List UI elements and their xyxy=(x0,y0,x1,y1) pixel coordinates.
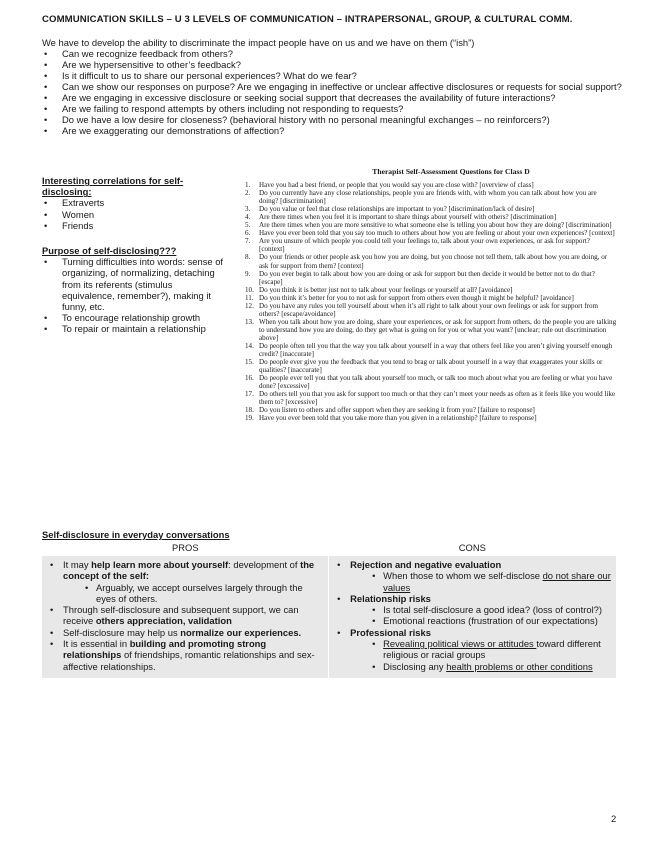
cons-list xyxy=(333,559,612,672)
question-text: Are there times when you are more sensitive to what someone else is telling you about how they are doing? [discrimination] xyxy=(259,221,612,230)
page-number: 2 xyxy=(611,813,617,824)
question-text: Have you ever been told that you say too much to others about how you are feeling or about your own experiences? [context] xyxy=(259,229,615,238)
cons-header: CONS xyxy=(329,541,616,556)
question-text: Do you ever begin to talk about how you are doing or ask for support but then decide it would be better not to do that? [escape] xyxy=(259,269,595,286)
list-item: • To repair or maintain a relationship xyxy=(42,323,227,334)
intro-section xyxy=(42,37,622,136)
question-text: Have you had a best friend, or people that you would say you are close with? [overview of class] xyxy=(259,181,534,190)
cons-cell xyxy=(329,556,616,678)
question-number: 1. xyxy=(245,181,251,190)
list-item: • Can we recognize feedback from others? xyxy=(42,48,622,59)
question-number: 18. xyxy=(245,406,254,415)
pros-list xyxy=(46,559,324,672)
question-item xyxy=(245,358,617,374)
question-item xyxy=(245,414,617,422)
question-text: Do your friends or other people ask you how you are doing, but you choose not tell them, talk about how you are doing, or ask for support from them? [context] xyxy=(259,253,608,270)
cons-sub-list xyxy=(350,604,612,627)
list-item: • Are we hypersensitive to other’s feedback? xyxy=(42,59,622,70)
question-item xyxy=(245,253,617,269)
list-item: • Disclosing any health problems or other conditions xyxy=(368,661,612,672)
question-item xyxy=(245,286,617,294)
question-item xyxy=(245,237,617,253)
list-item: • Rejection and negative evaluation • When those to whom we self-disclose do not share our values xyxy=(333,559,612,593)
correlations-list xyxy=(42,197,227,231)
question-number: 7. xyxy=(245,237,251,246)
pros-cons-table xyxy=(42,541,616,678)
question-number: 15. xyxy=(245,358,254,367)
question-item xyxy=(245,318,617,342)
question-number: 12. xyxy=(245,301,254,310)
question-number: 3. xyxy=(245,205,251,214)
question-number: 17. xyxy=(245,390,254,399)
purpose-list xyxy=(42,256,227,334)
page-title: COMMUNICATION SKILLS – U 3 LEVELS OF COMMUNICATION – INTRAPERSONAL, GROUP, & CULTURAL COMM. xyxy=(42,14,573,25)
list-item: • It is essential in building and promoting strong relationships of friendships, romantic relationships and sex-affective relationships. xyxy=(46,638,324,672)
left-column xyxy=(42,175,227,335)
list-item: • Extraverts xyxy=(42,197,227,208)
list-item: • Are we engaging in excessive disclosure or seeking social support that decreases the availability of future interactions? xyxy=(42,92,622,103)
question-text: Do people ever tell you that you talk about yourself too much, or talk too much about what you are feeling or what you have done? [excessive] xyxy=(259,374,613,391)
question-text: Do people ever give you the feedback that you tend to brag or talk about yourself in a way that exaggerates your skills or qualities? [inaccurate] xyxy=(259,358,603,375)
question-text: Do people often tell you that the way you talk about yourself in a way that others feel like you aren’t giving yourself enough credit? [inaccurate] xyxy=(259,341,613,359)
question-item xyxy=(245,229,617,237)
question-text: Do you have any rules you tell yourself about when it’s all right to talk about your own feelings or ask for support from others? [escape/avoidance] xyxy=(259,301,599,318)
question-number: 8. xyxy=(245,253,251,262)
question-number: 2. xyxy=(245,189,251,198)
list-item: • Are we failing to respond attempts by others including not responding to requests? xyxy=(42,103,622,114)
question-item xyxy=(245,294,617,302)
question-item xyxy=(245,213,617,221)
question-item xyxy=(245,406,617,414)
list-item: • Friends xyxy=(42,220,227,231)
list-item: • It may help learn more about yourself: development of the concept of the self: • Arguably, we accept ourselves largely through the eyes of others. xyxy=(46,559,324,604)
question-number: 11. xyxy=(245,293,254,302)
question-number: 10. xyxy=(245,285,254,294)
therapist-title: Therapist Self-Assessment Questions for Class D xyxy=(372,167,530,176)
list-item: • Are we exaggerating our demonstrations of affection? xyxy=(42,125,622,136)
question-number: 4. xyxy=(245,213,251,222)
question-item xyxy=(245,181,617,189)
question-item xyxy=(245,221,617,229)
question-item xyxy=(245,302,617,318)
question-number: 16. xyxy=(245,374,254,383)
list-item: • Is total self-disclosure a good idea? (loss of control?) xyxy=(368,604,612,615)
question-number: 14. xyxy=(245,341,254,350)
list-item: • Through self-disclosure and subsequent support, we can receive others appreciation, validation xyxy=(46,604,324,627)
list-item: • Self-disclosure may help us normalize our experiences. xyxy=(46,627,324,638)
question-text: Have you ever been told that you take more than you given in a relationship? [failure to response] xyxy=(259,414,537,423)
list-item: • Is it difficult to us to share our personal experiences? What do we fear? xyxy=(42,70,622,81)
list-item: • Arguably, we accept ourselves largely through the eyes of others. xyxy=(81,582,324,605)
list-item: • To encourage relationship growth xyxy=(42,312,227,323)
question-item xyxy=(245,205,617,213)
pros-sub-list xyxy=(63,582,324,605)
pros-cell xyxy=(42,556,329,678)
intro-question-list xyxy=(42,48,622,136)
list-item: • Can we show our responses on purpose? Are we engaging in ineffective or unclear affective disclosures or requests for social support? xyxy=(42,81,622,92)
question-item xyxy=(245,390,617,406)
list-item: • Do we have a low desire for closeness? (behavioral history with no personal meaningful exchanges – no reinforcers?) xyxy=(42,114,622,125)
question-text: Do you currently have any close relationships, people you are friends with, with whom you can talk about how you are doing? [discrimination] xyxy=(259,189,597,206)
list-item: • Women xyxy=(42,209,227,220)
question-text: Do you think it is better just not to talk about your feelings or yourself at all? [avoidance] xyxy=(259,285,513,294)
question-number: 13. xyxy=(245,317,254,326)
cons-sub-list xyxy=(350,570,612,593)
list-item: • Emotional reactions (frustration of our expectations) xyxy=(368,615,612,626)
list-item: • Relationship risks • Is total self-disclosure a good idea? (loss of control?) • Emotional reactions (frustration of our expectations) xyxy=(333,593,612,627)
purpose-heading: Purpose of self-disclosing??? xyxy=(42,245,177,257)
question-item xyxy=(245,270,617,286)
question-text: Do others tell you that you ask for support too much or that they can’t meet your needs as often as it feels like you would like them to? [excessive] xyxy=(259,390,616,407)
question-item xyxy=(245,342,617,358)
list-item: • Turning difficulties into words: sense of organizing, of normalizing, detaching from its referents (stimulus equivalence, remember?), making it funny, etc. xyxy=(42,256,227,312)
question-number: 5. xyxy=(245,221,251,230)
question-item xyxy=(245,374,617,390)
question-text: Are you unsure of which people you could tell your feelings to, talk about your own experiences, or ask for support? [context] xyxy=(259,237,590,254)
question-text: Do you listen to others and offer support when they are seeking it from you? [failure to response] xyxy=(259,406,535,415)
therapist-question-list xyxy=(245,181,617,422)
question-text: Do you think it’s better for you to not ask for support from others even though it might be helpful? [avoidance] xyxy=(259,293,574,302)
therapist-questions-panel xyxy=(245,168,617,422)
question-number: 19. xyxy=(245,414,254,423)
question-text: When you talk about how you are doing, share your experiences, or ask for support from others, do the people you are talking to understand how you are doing, do they get what is going on for you or what you want? [unclear; rule out discrimination above] xyxy=(259,317,617,342)
cons-sub-list xyxy=(350,638,612,672)
intro-lead: We have to develop the ability to discriminate the impact people have on us and we have on them (“ish”) xyxy=(42,37,475,48)
question-number: 9. xyxy=(245,269,251,278)
question-item xyxy=(245,189,617,205)
everyday-heading: Self-disclosure in everyday conversations xyxy=(42,529,230,540)
question-text: Are there times when you feel it is important to share things about yourself with others? [discrimination] xyxy=(259,213,557,222)
list-item: • Revealing political views or attitudes toward different religious or racial groups xyxy=(368,638,612,661)
pros-header: PROS xyxy=(42,541,329,556)
list-item: • When those to whom we self-disclose do not share our values xyxy=(368,570,612,593)
correlations-heading: Interesting correlations for self-disclosing: xyxy=(42,175,184,198)
question-text: Do you value or feel that close relationships are important to you? [discrimination/lack of desire] xyxy=(259,205,535,214)
question-number: 6. xyxy=(245,229,251,238)
list-item: • Professional risks • Revealing political views or attitudes toward different religious or racial groups • Disclosing any health problems or other conditions xyxy=(333,627,612,672)
